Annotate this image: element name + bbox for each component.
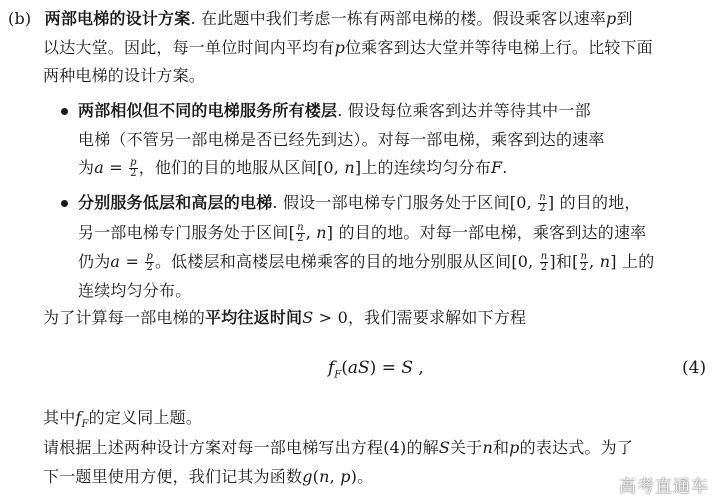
after-line-1 [43,407,202,436]
math-fF: $f_F$ [75,408,89,431]
after-text-1b: 的定义同上题。 [88,408,203,427]
option-1-title: 两部相似但不同的电梯服务所有楼层 [78,101,338,120]
math-S-gt-0: S [302,308,314,327]
option-1-line-2 [78,129,605,151]
compute-text-b: ，我们需要求解如下方程 [347,308,527,327]
after-text-2d: 的表达式。为了 [519,438,634,457]
option-2-text-2b: 的目的地。对每一部电梯，乘客到达的速率 [338,223,647,242]
option-1-text-3d: . [502,158,508,177]
intro-text-1: . 在此题中我们考虑一栋有两部电梯的楼。假设乘客以速率 [190,9,607,28]
math-F: F [490,158,503,177]
option-1-line-3: 为a = $\frac{p}{2}$ ，他们的目的地服从区间[0, n]上的连续均匀分布F. [78,157,508,179]
after-text-1a: 其中 [43,408,76,427]
option-2-text-3c: 和 [555,252,573,271]
watermark: 高考直通车 [619,477,709,497]
problem-intro-line-2 [43,37,653,59]
option-1-line-1 [78,100,591,122]
problem-intro-line-1: (b) 两部电梯的设计方案. 在此题中我们考虑一栋有两部电梯的楼。假设乘客以速率p到 [8,9,633,28]
option-1-text-1: . 假设每位乘客到达并等待其中一部 [337,101,591,120]
option-2-text-2a: 另一部电梯专门服务处于区间 [78,223,289,242]
math-p-2: p [334,38,346,57]
after-line-3: 下一题里使用方便，我们记其为函数g(n, p)。 [43,467,374,486]
intro-text-3: 两种电梯的设计方案。 [43,66,206,85]
equation-number: (4) [682,358,707,378]
option-1-text-3a: 为 [78,158,95,177]
option-2-text-4: 连续均匀分布。 [78,281,192,300]
option-2-line-1 [78,192,641,214]
after-text-2c: 和 [492,438,510,457]
after-text-3b: 。 [357,467,374,486]
option-2-text-1: . 假设一部电梯专门服务处于区间 [272,193,510,212]
after-text-2b: 关于 [450,438,483,457]
option-2-line-4 [78,280,191,302]
bullet-icon [61,108,68,115]
math-interval-high-2: [ $\frac{n}{2}$ , n] [572,251,617,273]
option-2-text-3b: 。低楼层和高楼层电梯乘客的目的地分别服从区间 [154,252,512,271]
option-2-text-3a: 仍为 [78,252,111,271]
option-2-title: 分别服务低层和高层的电梯 [78,193,273,212]
compute-bold: 平均往返时间 [205,308,303,327]
option-2-text-3d: 上的 [622,252,655,271]
problem-heading: 两部电梯的设计方案 [44,9,191,28]
bullet-icon [61,200,68,207]
compute-text-a: 为了计算每一部电梯的 [43,308,206,327]
math-rate-a: a [94,158,104,177]
intro-text-2: 以达大堂。因此，每一单位时间内平均有 [43,38,335,57]
equation-4: $f_F(aS) = S$ , [328,358,424,381]
math-frac-p-2: $\frac{p}{2}$ [146,251,153,273]
problem-intro-line-3 [43,65,205,87]
option-2-text-1b: 的目的地， [559,193,641,212]
option-2-line-2 [78,222,646,244]
option-1-text-3b: ，他们的目的地服从区间 [138,158,317,177]
option-2-line-3: 仍为a = $\frac{p}{2}$ 。低楼层和高楼层电梯乘客的目的地分别服从区间[0, $\frac{n}{2}$ ]和[ $\frac{n}{2}$ , n] 上的 [78,251,655,273]
compute-line: 为了计算每一部电梯的平均往返时间S > 0，我们需要求解如下方程 [43,308,527,327]
math-p: p [606,9,617,28]
math-g-n-p: g [302,467,313,486]
intro-text-2b: 位乘客到达大堂并等待电梯上行。比较下面 [345,38,653,57]
math-interval-low-2: [0, $\frac{n}{2}$ ] [511,251,556,273]
after-line-2: 请根据上述两种设计方案对每一部电梯写出方程(4)的解S关于n和p的表达式。为了 [43,438,634,457]
math-frac-p-2: $\frac{p}{2}$ [130,157,137,179]
after-text-3a: 下一题里使用方便，我们记其为函数 [43,467,303,486]
after-text-2a: 请根据上述两种设计方案对每一部电梯写出方程(4)的解 [43,438,439,457]
math-interval-0-n: [0, n] [316,158,362,177]
math-interval-low: [0, $\frac{n}{2}$ ] [509,192,555,214]
math-interval-high: [ $\frac{n}{2}$ , n] [288,222,334,244]
option-1-text-2: 电梯（不管另一部电梯是否已经先到达）。对每一部电梯，乘客到达的速率 [78,130,605,149]
option-1-text-3c: 上的连续均匀分布 [361,158,491,177]
problem-label: (b) [8,9,32,28]
